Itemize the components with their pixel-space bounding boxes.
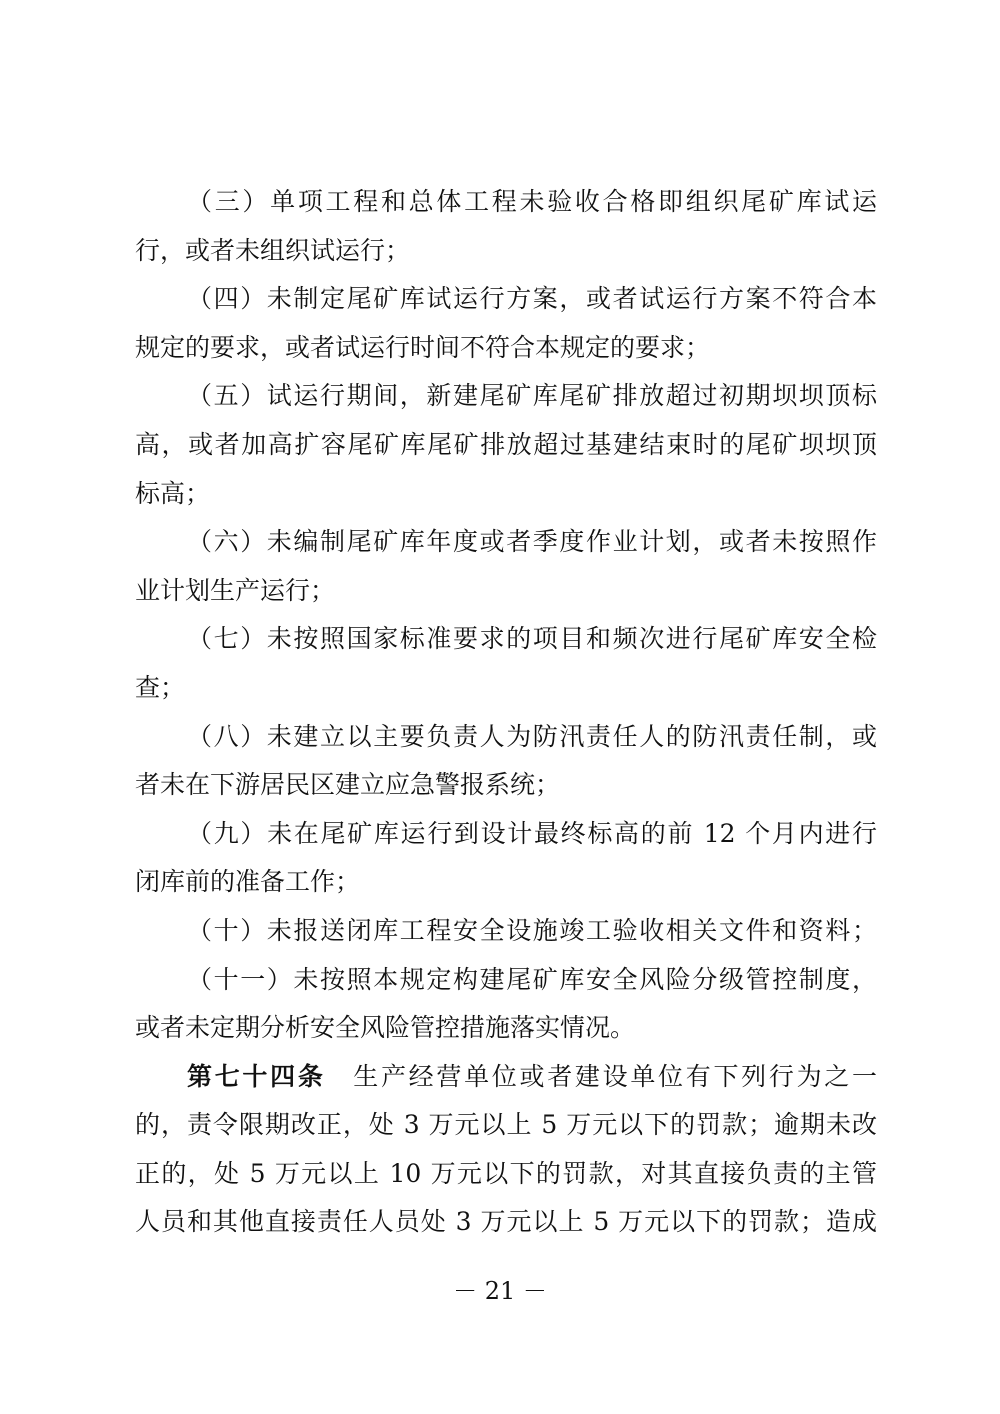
text-line: 闭库前的准备工作； [135, 867, 361, 897]
text-line: 正的，处 5 万元以上 10 万元以下的罚款，对其直接负责的主管 [135, 1158, 877, 1188]
text-line: （六）未编制尾矿库年度或者季度作业计划，或者未按照作 [187, 527, 877, 557]
text-line: 规定的要求，或者试运行时间不符合本规定的要求； [135, 332, 711, 362]
text-line: （四）未制定尾矿库试运行方案，或者试运行方案不符合本 [187, 284, 877, 314]
text-line: 标高； [135, 478, 211, 508]
document-body [135, 178, 877, 1247]
text-line: （七）未按照国家标准要求的项目和频次进行尾矿库安全检 [187, 624, 877, 654]
text-line: 的，责令限期改正，处 3 万元以上 5 万元以下的罚款；逾期未改 [135, 1110, 877, 1140]
text-line: （十）未报送闭库工程安全设施竣工验收相关文件和资料； [187, 915, 877, 945]
page-number: － 21 － [453, 1277, 547, 1305]
text-line: （九）未在尾矿库运行到设计最终标高的前 12 个月内进行 [187, 818, 877, 848]
article-first-line [135, 1053, 877, 1102]
text-line: 行，或者未组织试运行； [135, 235, 411, 265]
text-line: （八）未建立以主要负责人为防汛责任人的防汛责任制，或 [187, 721, 877, 751]
text-line: （十一）未按照本规定构建尾矿库安全风险分级管控制度， [187, 964, 877, 994]
text-line: （三）单项工程和总体工程未验收合格即组织尾矿库试运 [187, 187, 877, 216]
text-line: 或者未定期分析安全风险管控措施落实情况。 [135, 1013, 636, 1043]
text-line: 人员和其他直接责任人员处 3 万元以上 5 万元以下的罚款；造成 [135, 1207, 877, 1237]
text-line: 查； [135, 672, 186, 702]
text-line: （五）试运行期间，新建尾矿库尾矿排放超过初期坝坝顶标 [187, 381, 877, 411]
text-line: 者未在下游居民区建立应急警报系统； [135, 770, 561, 800]
article-heading: 第七十四条 [187, 1061, 326, 1091]
article-text: 生产经营单位或者建设单位有下列行为之一 [353, 1061, 877, 1091]
text-line: 业计划生产运行； [135, 575, 336, 605]
text-line: 高，或者加高扩容尾矿库尾矿排放超过基建结束时的尾矿坝坝顶 [135, 429, 877, 459]
